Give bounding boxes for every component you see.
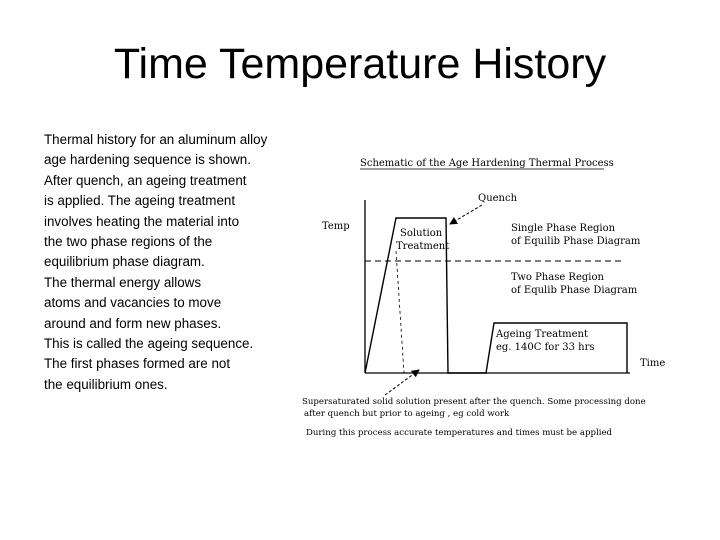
text-line: equilibrium phase diagram.	[44, 254, 205, 270]
text-line: the equilibrium ones.	[44, 376, 168, 392]
text-line: is applied. The ageing treatment	[44, 193, 236, 209]
temp-axis-label: Temp	[322, 221, 350, 232]
thermal-process-diagram	[290, 145, 710, 445]
single-phase-label: Single Phase Region of Equilib Phase Diagram	[511, 223, 641, 247]
note-arrow	[385, 370, 419, 395]
text-line: The first phases formed are not	[44, 356, 231, 372]
solution-treatment-label: Solution Treatment	[396, 228, 450, 252]
slide-title: Time Temperature History	[113, 40, 607, 88]
text-line: The thermal energy allows	[44, 274, 202, 290]
text-line: After quench, an ageing treatment	[44, 172, 247, 188]
diagram-heading: Schematic of the Age Hardening Thermal Process	[360, 158, 614, 169]
text-line: age hardening sequence is shown.	[44, 152, 251, 168]
text-line: This is called the ageing sequence.	[44, 336, 254, 352]
note-line-3: During this process accurate temperatures and times must be applied	[306, 428, 613, 438]
text-line: atoms and vacancies to move	[44, 295, 222, 311]
note-line-1: Supersaturated solid solution present after the quench. Some processing done	[302, 397, 646, 407]
ageing-treatment-label: Ageing Treatment eg. 140C for 33 hrs	[496, 329, 595, 353]
quench-arrow	[450, 205, 482, 224]
quench-label: Quench	[478, 193, 518, 204]
text-line: around and form new phases.	[44, 315, 222, 331]
two-phase-label: Two Phase Region of Equlib Phase Diagram	[511, 272, 638, 296]
time-axis-label: Time	[640, 358, 666, 369]
note-line-2: after quench but prior to ageing , eg cold work	[304, 409, 510, 419]
text-line: Thermal history for an aluminum alloy	[44, 132, 268, 147]
text-line: involves heating the material into	[44, 213, 240, 229]
text-line: the two phase regions of the	[44, 234, 213, 250]
body-text	[44, 130, 294, 395]
quench-dashed-line	[396, 251, 404, 373]
